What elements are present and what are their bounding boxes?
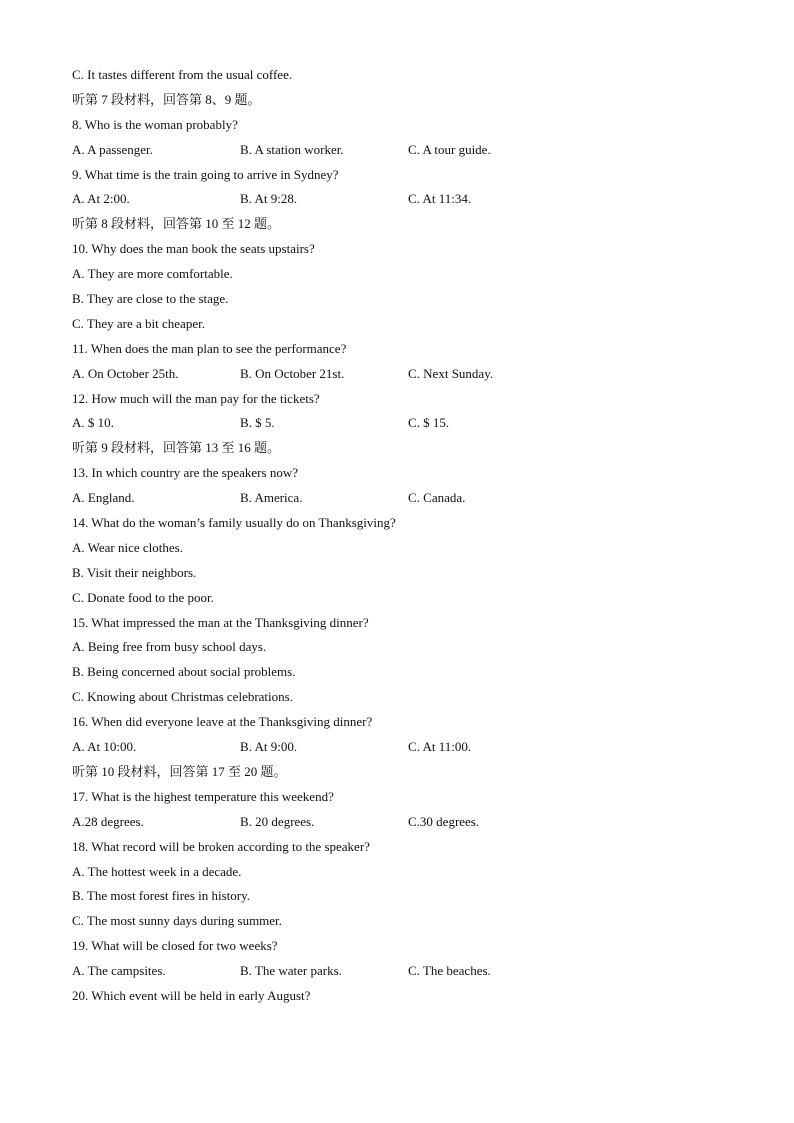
question-stem: 19. What will be closed for two weeks? (72, 938, 278, 954)
options-row (72, 486, 732, 511)
section-heading: 听第 7 段材料，回答第 8、9 题。 (72, 91, 261, 107)
option-b: B. At 9:00. (240, 739, 298, 755)
options-row (72, 138, 732, 163)
option-b: B. A station worker. (240, 141, 344, 157)
option-a: A. England. (72, 490, 135, 506)
option-c: C. A tour guide. (408, 141, 491, 157)
question-stem: 17. What is the highest temperature this weekend? (72, 788, 334, 804)
option-b: B. America. (240, 490, 303, 506)
question-stem: 10. Why does the man book the seats upstairs? (72, 241, 315, 257)
question-stem: 16. When did everyone leave at the Thanksgiving dinner? (72, 714, 373, 730)
option-line: C. Donate food to the poor. (72, 589, 214, 605)
question-stem: 15. What impressed the man at the Thanksgiving dinner? (72, 614, 369, 630)
option-c: C. Next Sunday. (408, 365, 494, 381)
option-c: C. $ 15. (408, 415, 450, 431)
option-c: C. At 11:00. (408, 739, 472, 755)
option-line: B. Being concerned about social problems. (72, 664, 296, 680)
question-stem: 14. What do the woman’s family usually do on Thanksgiving? (72, 515, 396, 531)
option-c: C. Canada. (408, 490, 466, 506)
option-c: C. The beaches. (408, 963, 491, 979)
options-row (72, 411, 732, 436)
question-stem: 9. What time is the train going to arrive in Sydney? (72, 166, 339, 182)
question-stem: 8. Who is the woman probably? (72, 116, 238, 132)
options-row (72, 810, 732, 835)
option-line: C. They are a bit cheaper. (72, 315, 205, 331)
option-a: A. $ 10. (72, 415, 114, 431)
question-stem: 18. What record will be broken according to the speaker? (72, 838, 370, 854)
option-line: A. The hottest week in a decade. (72, 863, 242, 879)
option-line: B. The most forest fires in history. (72, 888, 251, 904)
section-heading: 听第 10 段材料，回答第 17 至 20 题。 (72, 763, 287, 779)
section-heading: 听第 8 段材料，回答第 10 至 12 题。 (72, 216, 281, 232)
options-row (72, 187, 732, 212)
option-a: A. A passenger. (72, 141, 153, 157)
option-c: C.30 degrees. (408, 813, 480, 829)
question-stem: 11. When does the man plan to see the performance? (72, 340, 347, 356)
question-stem: 20. Which event will be held in early August? (72, 987, 311, 1003)
option-line: A. They are more comfortable. (72, 266, 233, 282)
option-b: B. 20 degrees. (240, 813, 315, 829)
options-row (72, 735, 732, 760)
option-b: B. The water parks. (240, 963, 342, 979)
option-line: B. They are close to the stage. (72, 291, 229, 307)
text-line: C. It tastes different from the usual coffee. (72, 67, 293, 82)
option-a: A.28 degrees. (72, 813, 144, 829)
options-row (72, 959, 732, 984)
section-heading: 听第 9 段材料，回答第 13 至 16 题。 (72, 440, 281, 456)
option-b: B. $ 5. (240, 415, 275, 431)
option-c: C. At 11:34. (408, 191, 472, 207)
option-line: B. Visit their neighbors. (72, 564, 197, 580)
option-line: A. Being free from busy school days. (72, 639, 267, 655)
question-stem: 13. In which country are the speakers now? (72, 465, 298, 481)
options-row (72, 362, 732, 387)
option-a: A. On October 25th. (72, 365, 179, 381)
option-b: B. At 9:28. (240, 191, 298, 207)
option-line: C. The most sunny days during summer. (72, 913, 282, 929)
question-stem: 12. How much will the man pay for the tickets? (72, 390, 320, 406)
option-b: B. On October 21st. (240, 365, 345, 381)
option-line: A. Wear nice clothes. (72, 539, 183, 555)
option-a: A. At 10:00. (72, 739, 137, 755)
option-line: C. Knowing about Christmas celebrations. (72, 689, 293, 705)
option-a: A. At 2:00. (72, 191, 130, 207)
question-list (72, 63, 732, 1009)
option-a: A. The campsites. (72, 963, 166, 979)
